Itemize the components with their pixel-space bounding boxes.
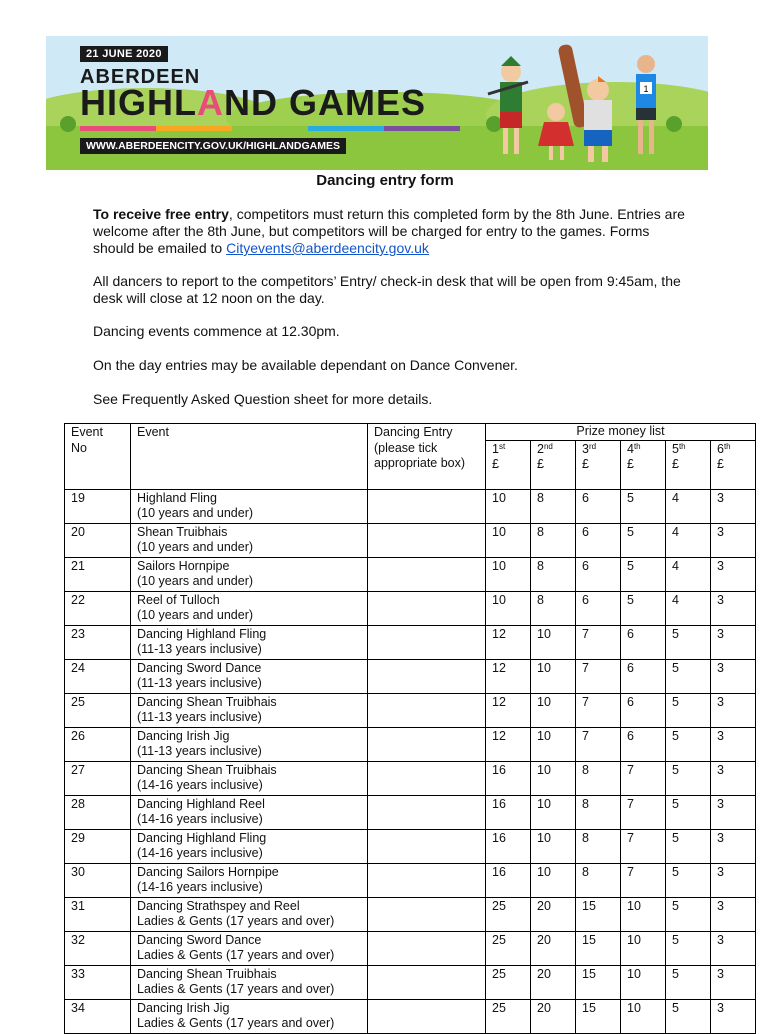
event-url: WWW.ABERDEENCITY.GOV.UK/HIGHLANDGAMES [80, 138, 346, 154]
event-age-group: (14-16 years inclusive) [137, 846, 263, 860]
event-number: 23 [65, 625, 131, 659]
prize-header-4: 4th £ [621, 440, 666, 489]
prize-value-4: 6 [621, 625, 666, 659]
event-title: Shean Truibhais [137, 524, 228, 539]
prize-value-2: 10 [531, 659, 576, 693]
dancing-entry-tick-box[interactable] [368, 965, 486, 999]
event-age-group: (11-13 years inclusive) [137, 744, 262, 758]
prize-value-3: 7 [576, 693, 621, 727]
event-name [131, 931, 368, 965]
banner-color-stripe [80, 126, 460, 131]
prize-value-3: 6 [576, 557, 621, 591]
prize-value-2: 20 [531, 897, 576, 931]
event-title: Dancing Highland Fling [137, 830, 267, 845]
dancing-events-table [64, 423, 756, 1034]
prize-value-5: 5 [666, 795, 711, 829]
faq-paragraph: See Frequently Asked Question sheet for more details. [93, 391, 433, 407]
event-name [131, 999, 368, 1033]
prize-value-6: 3 [711, 795, 756, 829]
prize-value-4: 6 [621, 693, 666, 727]
prize-value-4: 10 [621, 999, 666, 1033]
header-dancing-entry: Dancing Entry (please tick appropriate box) [368, 424, 486, 490]
dancing-entry-tick-box[interactable] [368, 693, 486, 727]
prize-value-3: 6 [576, 489, 621, 523]
prize-value-3: 7 [576, 727, 621, 761]
prize-value-6: 3 [711, 727, 756, 761]
prize-value-3: 8 [576, 795, 621, 829]
intro-text: , competitors must return this completed form by the 8th June. Entries are welcome after the 8th June, but competitors will be charged for entry to the games. Forms should be emailed to [93, 206, 685, 256]
event-name [131, 557, 368, 591]
event-age-group: (14-16 years inclusive) [137, 812, 263, 826]
prize-value-3: 8 [576, 863, 621, 897]
event-age-group: (10 years and under) [137, 574, 254, 588]
checkin-paragraph: All dancers to report to the competitors’ Entry/ check-in desk that will be open from 9:45am, the desk will close at 12 noon on the day. [93, 273, 681, 306]
table-row [65, 795, 756, 829]
prize-value-3: 15 [576, 897, 621, 931]
event-age-group: (14-16 years inclusive) [137, 880, 263, 894]
prize-value-5: 4 [666, 523, 711, 557]
prize-value-6: 3 [711, 761, 756, 795]
event-name [131, 727, 368, 761]
table-row [65, 523, 756, 557]
prize-value-1: 10 [486, 523, 531, 557]
prize-value-4: 7 [621, 863, 666, 897]
prize-header-3: 3rd £ [576, 440, 621, 489]
table-row [65, 999, 756, 1033]
prize-value-6: 3 [711, 965, 756, 999]
prize-value-1: 10 [486, 591, 531, 625]
prize-value-1: 25 [486, 897, 531, 931]
event-number: 29 [65, 829, 131, 863]
event-title: Dancing Shean Truibhais [137, 694, 277, 709]
event-age-group: (11-13 years inclusive) [137, 676, 262, 690]
prize-header-5: 5th £ [666, 440, 711, 489]
dancing-entry-tick-box[interactable] [368, 863, 486, 897]
prize-value-3: 15 [576, 965, 621, 999]
intro-paragraph [93, 206, 693, 257]
prize-header-1: 1st £ [486, 440, 531, 489]
commence-paragraph: Dancing events commence at 12.30pm. [93, 323, 340, 339]
event-name [131, 863, 368, 897]
prize-value-4: 5 [621, 591, 666, 625]
prize-value-6: 3 [711, 557, 756, 591]
event-number: 30 [65, 863, 131, 897]
event-title: Dancing Shean Truibhais [137, 966, 277, 981]
event-title: Highland Fling [137, 490, 217, 505]
prize-value-2: 10 [531, 727, 576, 761]
prize-value-6: 3 [711, 897, 756, 931]
event-number: 25 [65, 693, 131, 727]
prize-value-2: 10 [531, 863, 576, 897]
prize-value-6: 3 [711, 625, 756, 659]
table-row [65, 829, 756, 863]
event-title: Dancing Sword Dance [137, 660, 262, 675]
prize-value-1: 16 [486, 829, 531, 863]
event-title: Dancing Sword Dance [137, 932, 262, 947]
table-row [65, 727, 756, 761]
prize-value-3: 8 [576, 829, 621, 863]
prize-value-5: 5 [666, 693, 711, 727]
dancing-entry-tick-box[interactable] [368, 999, 486, 1033]
event-name [131, 761, 368, 795]
event-number: 31 [65, 897, 131, 931]
event-age-group: (14-16 years inclusive) [137, 778, 263, 792]
event-banner [46, 36, 708, 170]
prize-value-4: 5 [621, 523, 666, 557]
prize-value-1: 16 [486, 795, 531, 829]
prize-value-5: 5 [666, 625, 711, 659]
event-date: 21 JUNE 2020 [80, 46, 168, 62]
dancing-entry-tick-box[interactable] [368, 659, 486, 693]
prize-value-1: 12 [486, 625, 531, 659]
event-age-group: (10 years and under) [137, 608, 254, 622]
prize-value-3: 8 [576, 761, 621, 795]
event-title: Dancing Shean Truibhais [137, 762, 277, 777]
prize-value-2: 8 [531, 557, 576, 591]
event-name [131, 693, 368, 727]
event-title: Dancing Strathspey and Reel [137, 898, 300, 913]
prize-value-2: 10 [531, 625, 576, 659]
event-number: 26 [65, 727, 131, 761]
event-age-group: (11-13 years inclusive) [137, 710, 262, 724]
event-age-group: (11-13 years inclusive) [137, 642, 262, 656]
table-row [65, 489, 756, 523]
dancing-entry-tick-box[interactable] [368, 897, 486, 931]
prize-value-4: 6 [621, 659, 666, 693]
prize-value-2: 10 [531, 795, 576, 829]
prize-value-1: 10 [486, 489, 531, 523]
page-title: Dancing entry form [316, 172, 454, 189]
event-title: Dancing Highland Fling [137, 626, 267, 641]
event-age-group: Ladies & Gents (17 years and over) [137, 948, 335, 962]
prize-value-5: 5 [666, 659, 711, 693]
prize-value-1: 25 [486, 965, 531, 999]
runner-number: 1 [643, 84, 649, 94]
event-number: 27 [65, 761, 131, 795]
event-title: Dancing Sailors Hornpipe [137, 864, 279, 879]
prize-value-1: 16 [486, 863, 531, 897]
prize-value-3: 7 [576, 625, 621, 659]
prize-value-1: 12 [486, 693, 531, 727]
highland-characters-illustration [478, 42, 668, 166]
event-number: 21 [65, 557, 131, 591]
dancing-entry-tick-box[interactable] [368, 591, 486, 625]
prize-value-5: 5 [666, 999, 711, 1033]
dancing-entry-tick-box[interactable] [368, 523, 486, 557]
prize-value-6: 3 [711, 999, 756, 1033]
table-row [65, 625, 756, 659]
dancing-entry-tick-box[interactable] [368, 489, 486, 523]
event-name [131, 591, 368, 625]
event-name [131, 523, 368, 557]
event-age-group: Ladies & Gents (17 years and over) [137, 1016, 335, 1030]
prize-value-2: 8 [531, 523, 576, 557]
prize-value-5: 5 [666, 931, 711, 965]
dancing-entry-tick-box[interactable] [368, 795, 486, 829]
table-row [65, 557, 756, 591]
table-header-row [65, 424, 756, 490]
tree-icon [60, 116, 76, 132]
banner-title: HIGHLAND GAMES [80, 82, 427, 123]
prize-value-1: 12 [486, 727, 531, 761]
intro-bold: To receive free entry [93, 206, 229, 222]
event-age-group: Ladies & Gents (17 years and over) [137, 914, 335, 928]
prize-value-2: 10 [531, 761, 576, 795]
prize-value-5: 4 [666, 591, 711, 625]
event-name [131, 965, 368, 999]
prize-value-2: 8 [531, 489, 576, 523]
dancing-entry-tick-box[interactable] [368, 931, 486, 965]
prize-value-3: 15 [576, 999, 621, 1033]
prize-header-6: 6th £ [711, 440, 756, 489]
dancing-entry-tick-box[interactable] [368, 557, 486, 591]
prize-value-2: 20 [531, 999, 576, 1033]
table-row [65, 693, 756, 727]
event-number: 33 [65, 965, 131, 999]
prize-value-1: 12 [486, 659, 531, 693]
piper-icon [488, 56, 528, 154]
header-event-no: Event No [65, 424, 131, 490]
dancer-icon [538, 103, 574, 160]
prize-value-6: 3 [711, 931, 756, 965]
prize-value-4: 10 [621, 965, 666, 999]
event-name [131, 795, 368, 829]
dancing-entry-tick-box[interactable] [368, 829, 486, 863]
dancing-entry-tick-box[interactable] [368, 625, 486, 659]
prize-value-2: 20 [531, 931, 576, 965]
event-age-group: Ladies & Gents (17 years and over) [137, 982, 335, 996]
table-row [65, 965, 756, 999]
prize-value-5: 5 [666, 727, 711, 761]
prize-header-2: 2nd £ [531, 440, 576, 489]
prize-value-2: 10 [531, 693, 576, 727]
prize-value-4: 7 [621, 829, 666, 863]
prize-value-1: 25 [486, 999, 531, 1033]
event-title: Dancing Irish Jig [137, 1000, 230, 1015]
prize-value-6: 3 [711, 523, 756, 557]
prize-value-2: 10 [531, 829, 576, 863]
event-title: Dancing Highland Reel [137, 796, 265, 811]
prize-money-title: Prize money list [576, 424, 665, 438]
prize-value-5: 5 [666, 829, 711, 863]
prize-value-4: 6 [621, 727, 666, 761]
prize-value-3: 6 [576, 523, 621, 557]
table-row [65, 659, 756, 693]
on-day-paragraph: On the day entries may be available dependant on Dance Convener. [93, 357, 518, 373]
event-name [131, 897, 368, 931]
prize-value-6: 3 [711, 693, 756, 727]
prize-value-3: 7 [576, 659, 621, 693]
event-number: 24 [65, 659, 131, 693]
prize-value-6: 3 [711, 659, 756, 693]
prize-value-5: 4 [666, 489, 711, 523]
email-link[interactable]: Cityevents@aberdeencity.gov.uk [226, 240, 429, 256]
tree-icon [666, 116, 682, 132]
event-title: Dancing Irish Jig [137, 728, 230, 743]
header-event: Event [131, 424, 368, 490]
prize-value-6: 3 [711, 829, 756, 863]
prize-value-6: 3 [711, 591, 756, 625]
prize-header-grid [486, 440, 755, 489]
prize-value-5: 5 [666, 863, 711, 897]
prize-value-5: 4 [666, 557, 711, 591]
event-age-group: (10 years and under) [137, 506, 254, 520]
prize-value-1: 10 [486, 557, 531, 591]
event-age-group: (10 years and under) [137, 540, 254, 554]
table-row [65, 591, 756, 625]
prize-value-2: 20 [531, 965, 576, 999]
prize-value-2: 8 [531, 591, 576, 625]
header-prize-money [486, 424, 756, 490]
event-name [131, 489, 368, 523]
prize-value-5: 5 [666, 965, 711, 999]
table-row [65, 863, 756, 897]
prize-value-3: 15 [576, 931, 621, 965]
table-row [65, 931, 756, 965]
runner-icon [636, 55, 656, 154]
event-name [131, 625, 368, 659]
prize-value-1: 25 [486, 931, 531, 965]
prize-value-3: 6 [576, 591, 621, 625]
prize-value-6: 3 [711, 489, 756, 523]
event-name [131, 659, 368, 693]
prize-value-5: 5 [666, 761, 711, 795]
prize-value-4: 5 [621, 557, 666, 591]
event-number: 32 [65, 931, 131, 965]
prize-value-4: 10 [621, 897, 666, 931]
event-number: 28 [65, 795, 131, 829]
dancing-entry-tick-box[interactable] [368, 727, 486, 761]
event-number: 34 [65, 999, 131, 1033]
prize-value-4: 7 [621, 761, 666, 795]
prize-value-6: 3 [711, 863, 756, 897]
banner-city: ABERDEEN [80, 66, 201, 88]
event-number: 19 [65, 489, 131, 523]
prize-value-4: 10 [621, 931, 666, 965]
event-title: Reel of Tulloch [137, 592, 220, 607]
prize-value-4: 7 [621, 795, 666, 829]
event-number: 22 [65, 591, 131, 625]
prize-value-1: 16 [486, 761, 531, 795]
prize-value-4: 5 [621, 489, 666, 523]
dancing-entry-tick-box[interactable] [368, 761, 486, 795]
prize-value-5: 5 [666, 897, 711, 931]
event-title: Sailors Hornpipe [137, 558, 230, 573]
event-name [131, 829, 368, 863]
table-row [65, 761, 756, 795]
table-row [65, 897, 756, 931]
event-number: 20 [65, 523, 131, 557]
